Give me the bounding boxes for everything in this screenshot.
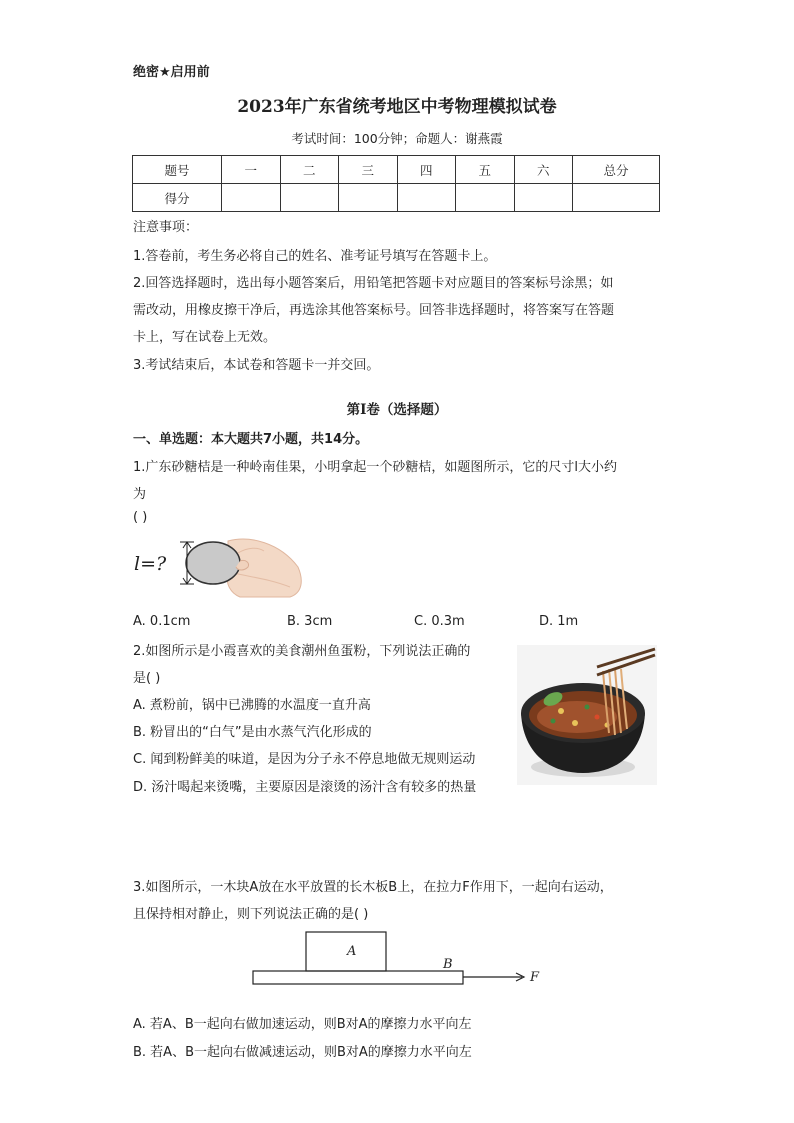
q3-stem-line2: 且保持相对静止，则下列说法正确的是( ) <box>133 907 369 922</box>
exam-title: 2023年广东省统考地区中考物理模拟试卷 <box>237 97 557 117</box>
table-cell: 一 <box>222 156 281 184</box>
score-input-cell <box>573 184 660 212</box>
q3-option-a: A. 若A、B一起向右做加速运动，则B对A的摩擦力水平向左 <box>133 1017 472 1032</box>
q2-option-d: D. 汤汁喝起来烫嘴，主要原因是滚烫的汤汁含有较多的热量 <box>133 780 477 795</box>
score-input-cell <box>456 184 515 212</box>
notes-heading: 注意事项： <box>133 220 199 235</box>
q2-stem-line2: 是( ) <box>133 671 161 686</box>
q1-option-d: D. 1m <box>539 614 579 629</box>
q3-block-board-figure <box>250 928 550 990</box>
label-a: A <box>347 944 357 959</box>
note-item: 卡上，写在试卷上无效。 <box>133 330 277 345</box>
exam-subtitle: 考试时间：100分钟；命题人：谢燕霞 <box>291 131 503 146</box>
q3-option-b: B. 若A、B一起向右做减速运动，则B对A的摩擦力水平向左 <box>133 1045 472 1060</box>
q2-option-c: C. 闻到粉鲜美的味道，是因为分子永不停息地做无规则运动 <box>133 752 476 767</box>
table-cell: 二 <box>280 156 339 184</box>
note-item: 需改动，用橡皮擦干净后，再选涂其他答案标号。回答非选择题时，将答案写在答题 <box>133 303 615 318</box>
label-f: F <box>530 970 540 985</box>
q2-option-b: B. 粉冒出的“白气”是由水蒸气汽化形成的 <box>133 725 372 740</box>
block-a <box>306 932 386 971</box>
table-cell: 四 <box>397 156 456 184</box>
q2-stem-line1: 2.如图所示是小霞喜欢的美食潮州鱼蛋粉，下列说法正确的 <box>133 644 471 659</box>
table-cell: 五 <box>456 156 515 184</box>
table-cell: 题号 <box>133 156 222 184</box>
q1-answer-bracket: ( ) <box>133 510 148 525</box>
confidential-mark: 绝密★启用前 <box>133 65 210 80</box>
table-cell: 得分 <box>133 184 222 212</box>
label-b: B <box>443 957 453 972</box>
score-input-cell <box>222 184 281 212</box>
q1-stem-line1: 1.广东砂糖桔是一种岭南佳果，小明拿起一个砂糖桔，如题图所示，它的尺寸l大小约 <box>133 460 618 475</box>
q2-noodle-bowl-image <box>517 645 657 785</box>
note-item: 1.答卷前，考生务必将自己的姓名、准考证号填写在答题卡上。 <box>133 249 497 264</box>
orange-shape <box>186 542 240 584</box>
section-title: 第I卷（选择题） <box>346 402 448 418</box>
note-item: 3.考试结束后，本试卷和答题卡一并交回。 <box>133 358 380 373</box>
q1-option-b: B. 3cm <box>287 614 333 629</box>
board-b <box>253 971 463 984</box>
score-input-cell <box>280 184 339 212</box>
score-table-header-row <box>133 156 660 184</box>
q2-option-a: A. 煮粉前，锅中已沸腾的水温度一直升高 <box>133 698 371 713</box>
q1-stem-line2: 为 <box>133 487 147 502</box>
q3-stem-line1: 3.如图所示，一木块A放在水平放置的长木板B上，在拉力F作用下，一起向右运动， <box>133 880 613 895</box>
q1-option-c: C. 0.3m <box>414 614 465 629</box>
table-cell: 总分 <box>573 156 660 184</box>
table-cell: 三 <box>339 156 398 184</box>
score-input-cell <box>397 184 456 212</box>
q1-figure-label: l=? <box>134 553 167 575</box>
score-table <box>132 155 660 212</box>
note-item: 2.回答选择题时，选出每小题答案后，用铅笔把答题卡对应题目的答案标号涂黑；如 <box>133 276 614 291</box>
q1-option-a: A. 0.1cm <box>133 614 191 629</box>
part-heading: 一、单选题：本大题共7小题，共14分。 <box>133 432 369 447</box>
score-input-cell <box>514 184 573 212</box>
score-table-score-row <box>133 184 660 212</box>
score-input-cell <box>339 184 398 212</box>
table-cell: 六 <box>514 156 573 184</box>
